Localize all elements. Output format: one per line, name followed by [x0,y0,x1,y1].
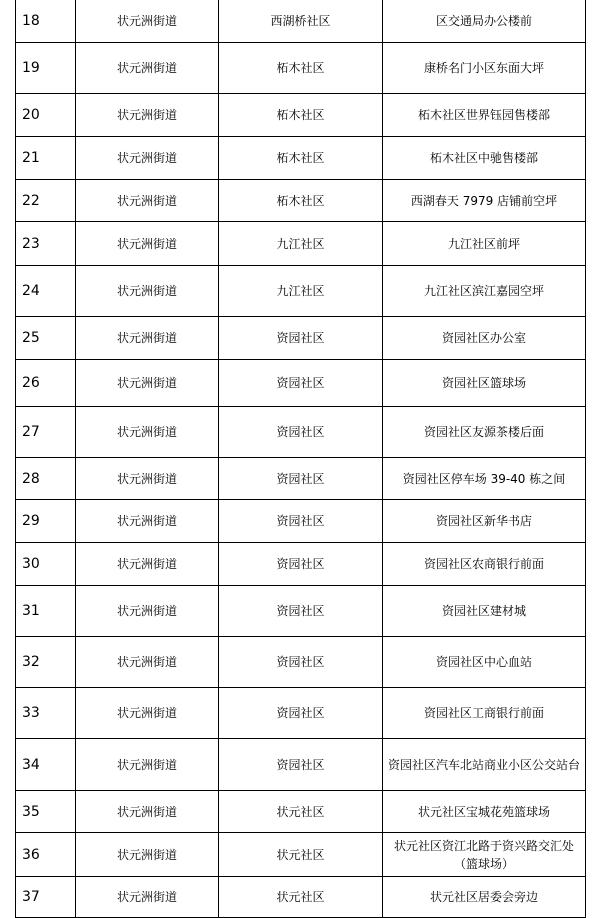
row-number: 33 [16,688,76,739]
row-number: 19 [16,43,76,94]
row-number: 32 [16,637,76,688]
table-row [16,222,586,266]
community-cell: 资园社区 [219,688,383,739]
street-cell: 状元洲街道 [76,688,219,739]
row-number: 28 [16,458,76,500]
row-number: 25 [16,317,76,360]
location-cell: 柘木社区世界钰园售楼部 [383,94,586,137]
table-row [16,543,586,586]
row-number: 26 [16,360,76,407]
community-cell: 状元社区 [219,791,383,833]
location-cell: 状元社区居委会旁边 [383,877,586,918]
community-cell: 资园社区 [219,637,383,688]
community-cell: 资园社区 [219,739,383,791]
community-cell: 状元社区 [219,833,383,877]
table-row [16,407,586,458]
street-cell: 状元洲街道 [76,637,219,688]
street-cell: 状元洲街道 [76,317,219,360]
table-row [16,360,586,407]
row-number: 23 [16,222,76,266]
table-row [16,877,586,918]
location-cell: 资园社区工商银行前面 [383,688,586,739]
street-cell: 状元洲街道 [76,0,219,43]
row-number: 31 [16,586,76,637]
table-row [16,500,586,543]
street-cell: 状元洲街道 [76,43,219,94]
row-number: 24 [16,266,76,317]
location-cell: 资园社区汽车北站商业小区公交站台 [383,739,586,791]
community-cell: 资园社区 [219,500,383,543]
street-cell: 状元洲街道 [76,833,219,877]
table-row [16,739,586,791]
street-cell: 状元洲街道 [76,94,219,137]
street-cell: 状元洲街道 [76,222,219,266]
table-row [16,586,586,637]
row-number: 30 [16,543,76,586]
location-cell: 资园社区农商银行前面 [383,543,586,586]
location-cell: 资园社区建材城 [383,586,586,637]
location-cell: 康桥名门小区东面大坪 [383,43,586,94]
street-cell: 状元洲街道 [76,407,219,458]
street-cell: 状元洲街道 [76,543,219,586]
location-cell: 资园社区新华书店 [383,500,586,543]
community-cell: 柘木社区 [219,94,383,137]
community-cell: 资园社区 [219,458,383,500]
community-cell: 状元社区 [219,877,383,918]
row-number: 18 [16,0,76,43]
table-row [16,0,586,43]
row-number: 34 [16,739,76,791]
location-cell: 资园社区篮球场 [383,360,586,407]
street-cell: 状元洲街道 [76,360,219,407]
location-cell: 资园社区友源茶楼后面 [383,407,586,458]
table-row [16,637,586,688]
table-row [16,266,586,317]
community-cell: 九江社区 [219,266,383,317]
street-cell: 状元洲街道 [76,137,219,180]
community-cell: 资园社区 [219,317,383,360]
table-row [16,791,586,833]
community-cell: 西湖桥社区 [219,0,383,43]
street-cell: 状元洲街道 [76,458,219,500]
row-number: 21 [16,137,76,180]
location-cell: 九江社区前坪 [383,222,586,266]
row-number: 36 [16,833,76,877]
table-row [16,458,586,500]
location-cell: 柘木社区中驰售楼部 [383,137,586,180]
row-number: 35 [16,791,76,833]
community-cell: 资园社区 [219,360,383,407]
row-number: 20 [16,94,76,137]
row-number: 22 [16,180,76,222]
location-cell: 区交通局办公楼前 [383,0,586,43]
locations-table [15,0,586,918]
table-body [16,0,586,918]
street-cell: 状元洲街道 [76,266,219,317]
community-cell: 柘木社区 [219,180,383,222]
community-cell: 柘木社区 [219,137,383,180]
table-row [16,180,586,222]
community-cell: 资园社区 [219,407,383,458]
row-number: 27 [16,407,76,458]
table-row [16,43,586,94]
community-cell: 柘木社区 [219,43,383,94]
location-cell: 状元社区宝城花苑篮球场 [383,791,586,833]
location-cell: 资园社区办公室 [383,317,586,360]
row-number: 29 [16,500,76,543]
location-cell: 资园社区停车场 39-40 栋之间 [383,458,586,500]
table-row [16,688,586,739]
community-cell: 资园社区 [219,586,383,637]
row-number: 37 [16,877,76,918]
street-cell: 状元洲街道 [76,739,219,791]
community-cell: 资园社区 [219,543,383,586]
location-cell: 资园社区中心血站 [383,637,586,688]
table-row [16,137,586,180]
street-cell: 状元洲街道 [76,791,219,833]
table-row [16,833,586,877]
street-cell: 状元洲街道 [76,180,219,222]
street-cell: 状元洲街道 [76,500,219,543]
street-cell: 状元洲街道 [76,586,219,637]
table-row [16,317,586,360]
location-cell: 西湖春天 7979 店铺前空坪 [383,180,586,222]
location-cell: 状元社区资江北路于资兴路交汇处（篮球场） [383,833,586,877]
street-cell: 状元洲街道 [76,877,219,918]
location-cell: 九江社区滨江嘉园空坪 [383,266,586,317]
community-cell: 九江社区 [219,222,383,266]
table-row [16,94,586,137]
